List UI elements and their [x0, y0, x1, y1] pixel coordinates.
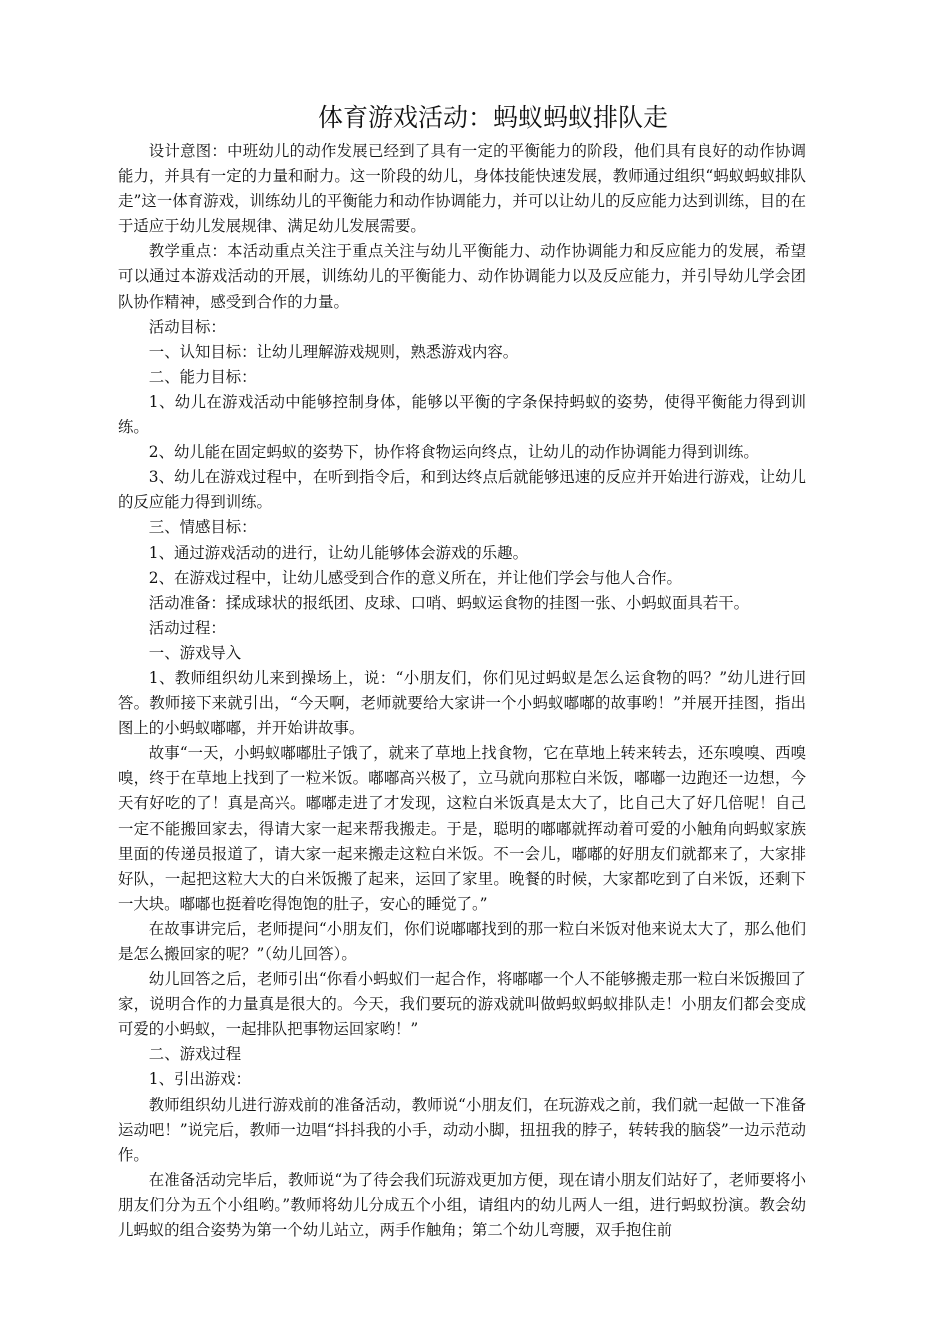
paragraph-process-step-1: 1、引出游戏：	[148, 1070, 251, 1089]
paragraph-ability-goal-1: 1、幼儿在游戏活动中能够控制身体，能够以平衡的字条保持蚂蚁的姿势，使得平衡能力得到训练。	[118, 392, 806, 437]
paragraph-emotion-goal-1: 1、通过游戏活动的进行，让幼儿能够体会游戏的乐趣。	[148, 543, 528, 562]
paragraph-story: 故事“一天，小蚂蚁嘟嘟肚子饿了，就来了草地上找食物，它在草地上转来转去，还东嗅嗅、西嗅嗅，终于在草地上找到了一粒米饭。嘟嘟高兴极了，立马就向那粒白米饭，嘟嘟一边跑还一边想，今天有好吃的了！真是高兴。嘟嘟走进了才发现，这粒白米饭真是太大了，比自己大了好几倍呢！自己一定不能搬回家去，得请大家一起来帮我搬走。于是，聪明的嘟嘟就挥动着可爱的小触角向蚂蚁家族里面的传递员报道了，请大家一起来搬走这粒白米饭。不一会儿，嘟嘟的好朋友们就都来了，大家排好队，一起把这粒大大的白米饭搬了起来，运回了家里。晚餐的时候，大家都吃到了白米饭，还剩下一大块。嘟嘟也挺着吃得饱饱的肚子，安心的睡觉了。”	[118, 744, 806, 913]
paragraph-cognitive-goal: 一、认知目标：让幼儿理解游戏规则，熟悉游戏内容。	[148, 342, 519, 361]
paragraph-section-intro: 一、游戏导入	[148, 643, 242, 662]
document-body	[118, 98, 806, 1243]
paragraph-ability-goal-3: 3、幼儿在游戏过程中，在听到指令后，和到达终点后就能够迅速的反应并开始进行游戏，让幼儿的反应能力得到训练。	[118, 468, 806, 512]
paragraph-process-heading: 活动过程：	[148, 618, 226, 637]
paragraph-ability-goal-heading: 二、能力目标：	[148, 367, 257, 386]
paragraph-grouping: 在准备活动完毕后，教师说“为了待会我们玩游戏更加方便，现在请小朋友们站好了，老师要将小朋友们分为五个小组哟。”教师将幼儿分成五个小组，请组内的幼儿两人一组，进行蚂蚁扮演。教会幼儿蚂蚁的组合姿势为第一个幼儿站立，两手作触角；第二个幼儿弯腰，双手抱住前	[118, 1170, 806, 1240]
paragraph-intro-step-1: 1、教师组织幼儿来到操场上，说：“小朋友们，你们见过蚂蚁是怎么运食物的吗？”幼儿进行回答。教师接下来就引出，“今天啊，老师就要给大家讲一个小蚂蚁嘟嘟的故事哟！”并展开挂图，指出图上的小蚂蚁嘟嘟，并开始讲故事。	[118, 668, 806, 738]
paragraph-design-intent: 设计意图：中班幼儿的动作发展已经到了具有一定的平衡能力的阶段，他们具有良好的动作协调能力，并具有一定的力量和耐力。这一阶段的幼儿，身体技能快速发展，教师通过组织“蚂蚁蚂蚁排队走”这一体育游戏，训练幼儿的平衡能力和动作协调能力，并可以让幼儿的反应能力达到训练，目的在于适应于幼儿发展规律、满足幼儿发展需要。	[118, 142, 806, 236]
paragraph-emotion-goal-2: 2、在游戏过程中，让幼儿感受到合作的意义所在，并让他们学会与他人合作。	[148, 568, 682, 587]
paragraph-warmup: 教师组织幼儿进行游戏前的准备活动，教师说“小朋友们，在玩游戏之前，我们就一起做一下准备运动吧！”说完后，教师一边唱“抖抖我的小手，动动小脚，扭扭我的脖子，转转我的脑袋”一边示范动作。	[118, 1095, 806, 1164]
paragraph-preparation: 活动准备：揉成球状的报纸团、皮球、口哨、蚂蚁运食物的挂图一张、小蚂蚁面具若干。	[148, 593, 750, 612]
document-title: 体育游戏活动：蚂蚁蚂蚁排队走	[317, 103, 668, 132]
paragraph-teacher-question: 在故事讲完后，老师提问“小朋友们，你们说嘟嘟找到的那一粒白米饭对他来说太大了，那么他们是怎么搬回家的呢？”（幼儿回答）。	[118, 919, 806, 963]
paragraph-section-process: 二、游戏过程	[148, 1045, 242, 1064]
paragraph-teaching-focus: 教学重点：本活动重点关注于重点关注与幼儿平衡能力、动作协调能力和反应能力的发展，希望可以通过本游戏活动的开展，训练幼儿的平衡能力、动作协调能力以及反应能力，并引导幼儿学会团队协作精神，感受到合作的力量。	[118, 242, 806, 311]
paragraph-goals-heading: 活动目标：	[148, 317, 226, 336]
paragraph-ability-goal-2: 2、幼儿能在固定蚂蚁的姿势下，协作将食物运向终点，让幼儿的动作协调能力得到训练。	[148, 443, 759, 462]
paragraph-emotion-goal-heading: 三、情感目标：	[148, 518, 257, 537]
paragraph-teacher-lead: 幼儿回答之后，老师引出“你看小蚂蚁们一起合作，将嘟嘟一个人不能够搬走那一粒白米饭搬回了家，说明合作的力量真是很大的。今天，我们要玩的游戏就叫做蚂蚁蚂蚁排队走！小朋友们都会变成可爱的小蚂蚁，一起排队把事物运回家哟！”	[118, 970, 806, 1039]
